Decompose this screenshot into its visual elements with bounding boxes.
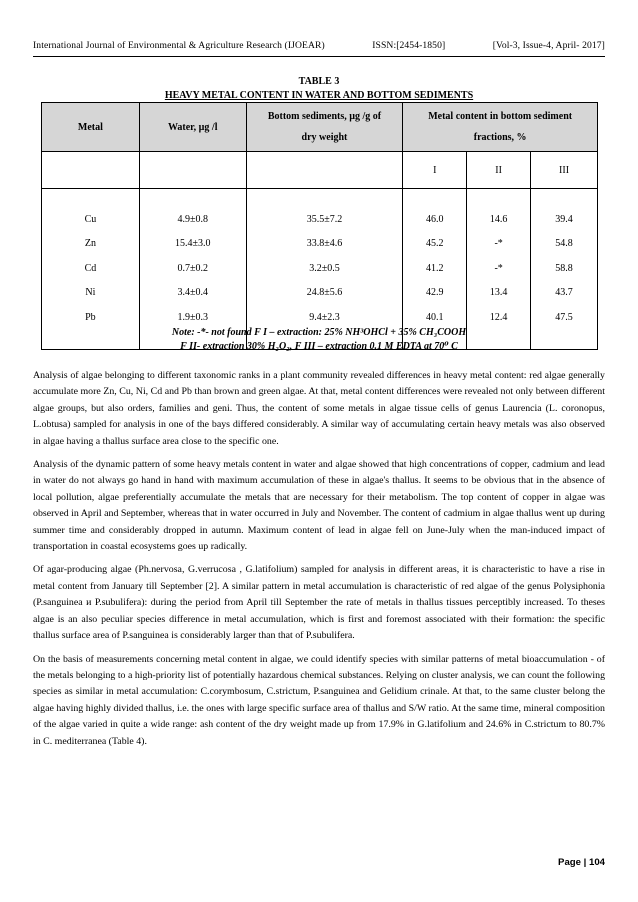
heavy-metal-table — [41, 102, 598, 350]
col-header-sediments-line1: Bottom sediments, µg /g of — [267, 111, 382, 122]
table-cell: -* — [494, 262, 503, 274]
paragraph: Analysis of algae belonging to different taxonomic ranks in a plant community revealed differences in heavy metal content: red algae generally accumulate more Zn, Cu, Ni, Cd and Pb than brown and green algae. At that, metal content differences were revealed not only between different algae groups, but also orders, families and geni. Thus, the content of some metals in algae tissue cells of genus Laurencia (L. coronopus, L.obtusa) sampled for analysis in one of the bays differed considerably. A similar way of accumulating certain heavy metals was also observed in algae having a thallus surface area close to the specific one. — [33, 370, 605, 447]
table-cell: 4.9±0.8 — [177, 213, 208, 225]
fraction-label-iii: III — [531, 152, 598, 189]
col-header-fractions-line2: fractions, % — [473, 132, 527, 143]
fraction-label-i: I — [403, 152, 467, 189]
table-cell: 9.4±2.3 — [309, 311, 340, 323]
table-cell: 15.4±3.0 — [174, 238, 211, 250]
table-cell: 47.5 — [555, 311, 573, 323]
table-cell: 46.0 — [426, 213, 444, 225]
col-header-metal: Metal — [42, 103, 140, 152]
table-cell: Pb — [85, 311, 96, 323]
col-header-fractions — [403, 103, 598, 152]
table-cell: 24.8±5.6 — [306, 287, 343, 299]
table-cell: 45.2 — [426, 238, 444, 250]
running-header — [33, 40, 605, 54]
table-cell: 33.8±4.6 — [306, 238, 343, 250]
issn: ISSN:[2454-1850] — [372, 40, 446, 51]
table-caption: HEAVY METAL CONTENT IN WATER AND BOTTOM SEDIMENTS — [164, 90, 474, 101]
col-header-sediments — [246, 103, 403, 152]
table-note-line2: F II- extraction 30% H₂O₂, F III – extraction 0.1 M EDTA at 70⁰ C — [180, 341, 458, 352]
table-cell: 41.2 — [426, 262, 444, 274]
fraction-i-column — [403, 189, 467, 350]
table-cell: 0.7±0.2 — [177, 262, 208, 274]
table-cell: -* — [494, 238, 503, 250]
table-cell: 43.7 — [555, 287, 573, 299]
col-header-fractions-line1: Metal content in bottom sediment — [428, 111, 573, 122]
table-cell: 42.9 — [426, 287, 444, 299]
table-cell: 39.4 — [555, 213, 573, 225]
fraction-label-ii: II — [467, 152, 531, 189]
table-cell: 40.1 — [426, 311, 444, 323]
sediments-column — [246, 189, 403, 350]
col-header-sediments-line2: dry weight — [301, 132, 348, 143]
table-cell: 13.4 — [489, 287, 508, 299]
table-cell: Cd — [84, 262, 97, 274]
table-cell: 14.6 — [489, 213, 508, 225]
table-cell: 35.5±7.2 — [306, 213, 343, 225]
table-cell: 58.8 — [555, 262, 573, 274]
fraction-ii-column — [467, 189, 531, 350]
header-rule — [33, 56, 605, 57]
col-header-water: Water, µg /l — [139, 103, 246, 152]
fraction-iii-column — [531, 189, 598, 350]
subheader-empty — [246, 152, 403, 189]
metal-column — [42, 189, 140, 350]
paragraph: On the basis of measurements concerning metal content in algae, we could identify species with similar patterns of metal bioaccumulation - of the metals belonging to a high-priority list of potentially hazardous chemical substances. Relying on cluster analysis, we can count the following species as similar in metal accumulation: C.corymbosum, C.strictum, P.sanguinea and Gelidium crinale. At that, to the same cluster belong the algae having highly divided thallus, i.e. the ones with large specific surface area of thallus and S/W ratio. At the same time, mineral composition of the algae varied in quite a wide range: ash content of the dry weight made up from 17.9% in G.latifolium and 24.6% in C.strictum to 80.7% in C. mediterranea (Table 4). — [33, 653, 605, 747]
table-cell: 54.8 — [555, 238, 573, 250]
subheader-empty — [139, 152, 246, 189]
table-label: TABLE 3 — [298, 76, 340, 87]
body-text — [33, 368, 605, 757]
paragraph: Of agar-producing algae (Ph.nervosa, G.verrucosa , G.latifolium) sampled for analysis in different areas, it is characteristic to have a rise in metal content from January till September [2]. A similar pattern in metal accumulation is characteristic of red algae of the genus Polysiphonia (P.sanguinea и P.subulifera): during the period from April till September the rate of metals in thallus tissues perceptibly increased. To theses algae is an also peculiar species difference in metal accumulation, which is first and foremost associated with their formation: the specific thallus surface area of P.sanguinea is considerably larger than that of P.subulifera. — [33, 564, 605, 642]
table-note-line1: Note: -*- not found F I – extraction: 25% NH³OHCl + 35% CH₃COOH — [171, 327, 467, 338]
subheader-empty — [42, 152, 140, 189]
page-number: Page | 104 — [558, 857, 605, 868]
table-cell: 12.4 — [489, 311, 508, 323]
table-cell: Cu — [84, 213, 97, 225]
table-cell: 3.4±0.4 — [177, 287, 208, 299]
paragraph: Analysis of the dynamic pattern of some heavy metals content in water and algae showed that high concentrations of copper, cadmium and lead in water do not always go hand in hand with maximum accumulation of these in algae's thallus. It seems to be obvious that in the absence of local pollution, algae preferentially accumulate the metals that are necessary for their metabolism. The top content of copper in algae was observed in April and September, whereas that in water occurred in July and November. The content of cadmium in algae thallus went up during summer time and considerably dropped in autumn. Maximum content of lead in algae fell on June-July when the man-induced impact of transportation in coastal ecosystems goes up radically. — [33, 459, 605, 553]
table-cell: Zn — [84, 238, 96, 250]
volume-issue: [Vol-3, Issue-4, April- 2017] — [492, 40, 605, 51]
table-cell: 1.9±0.3 — [177, 311, 208, 323]
table-cell: 3.2±0.5 — [309, 262, 340, 274]
water-column — [139, 189, 246, 350]
journal-name: International Journal of Environmental & Agriculture Research (IJOEAR) — [33, 40, 325, 51]
table-cell: Ni — [85, 287, 96, 299]
